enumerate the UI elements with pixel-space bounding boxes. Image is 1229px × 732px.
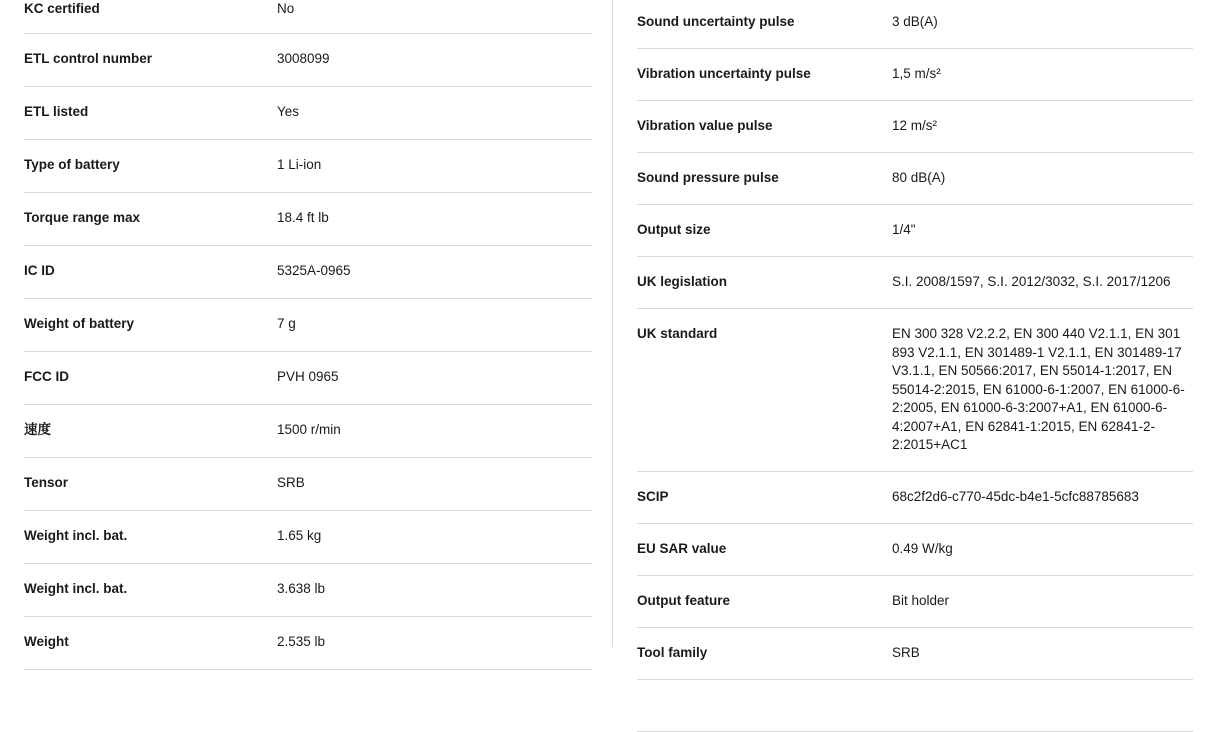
table-row [24, 193, 592, 246]
table-row [637, 309, 1193, 472]
spec-label: EU SAR value [637, 540, 727, 556]
table-row [24, 0, 592, 34]
table-row [637, 0, 1193, 49]
table-row [637, 49, 1193, 101]
spec-value: 3 dB(A) [892, 14, 938, 29]
spec-label: Torque range max [24, 210, 141, 225]
table-row [24, 511, 592, 564]
table-row [24, 34, 592, 87]
table-row [637, 101, 1193, 153]
table-row [637, 153, 1193, 205]
spec-label: Weight [24, 634, 69, 649]
spec-value: 1500 r/min [277, 422, 341, 437]
table-row [24, 458, 592, 511]
spec-label: Sound pressure pulse [637, 170, 779, 185]
specification-column-right [612, 0, 1229, 660]
spec-label: ETL control number [24, 51, 153, 66]
spec-label: IC ID [24, 263, 55, 278]
spec-value: 3008099 [277, 51, 330, 66]
spec-label: Weight of battery [24, 316, 135, 331]
spec-value: 12 m/s² [892, 118, 938, 133]
spec-label: ETL listed [24, 104, 89, 119]
spec-label: Output size [637, 222, 711, 237]
table-row [637, 257, 1193, 309]
spec-value: 0.49 W/kg [892, 540, 953, 556]
spec-value: EN 300 328 V2.2.2, EN 300 440 V2.1.1, EN 301 893 V2.1.1, EN 301489-1 V2.1.1, EN 301489-17 V3.1.1, EN 50566:2017, EN 55014-1:2017, EN 55014-2:2015, EN 61000-6-1:2007, EN 61000-6-2:2005, EN 61000-6-3:2007+A1, EN 61000-6-4:2007+A1, EN 62841-1:2015, EN 62841-2-2:2015+AC1 [892, 326, 1186, 452]
spec-label: FCC ID [24, 369, 69, 384]
table-row [24, 564, 592, 617]
table-row [637, 628, 1193, 680]
spec-value: 2.535 lb [277, 634, 326, 649]
spec-label: KC certified [24, 1, 100, 16]
spec-value: 3.638 lb [277, 581, 326, 596]
spec-value: 1,5 m/s² [892, 66, 941, 81]
spec-value: 80 dB(A) [892, 170, 946, 185]
spec-label: Weight incl. bat. [24, 581, 128, 596]
table-row [637, 576, 1193, 628]
spec-label: Weight incl. bat. [24, 528, 128, 543]
table-row [24, 405, 592, 458]
spec-label: SCIP [637, 488, 669, 504]
spec-label: Output feature [637, 592, 730, 608]
spec-label: UK legislation [637, 274, 728, 289]
spec-value: Yes [277, 104, 300, 119]
spec-value: 1/4" [892, 222, 916, 237]
spec-value: 18.4 ft lb [277, 210, 329, 225]
spec-value: 68c2f2d6-c770-45dc-b4e1-5cfc88785683 [892, 488, 1139, 504]
spec-label: Tensor [24, 475, 69, 490]
spec-value: SRB [277, 475, 305, 490]
table-row [637, 205, 1193, 257]
spec-value: 1 Li-ion [277, 157, 322, 172]
table-row [637, 680, 1193, 732]
table-row [24, 140, 592, 193]
spec-label: Vibration value pulse [637, 118, 773, 133]
spec-label: Sound uncertainty pulse [637, 14, 795, 29]
table-row [24, 299, 592, 352]
spec-value: SRB [892, 644, 920, 660]
table-row [24, 617, 592, 670]
spec-value: 5325A-0965 [277, 263, 351, 278]
table-row [24, 246, 592, 299]
spec-label: Type of battery [24, 157, 120, 172]
spec-value: 1.65 kg [277, 528, 322, 543]
specification-column-left [0, 0, 612, 647]
spec-label: 速度 [24, 422, 51, 437]
spec-label: UK standard [637, 326, 718, 341]
table-row [637, 524, 1193, 576]
spec-value: No [277, 1, 295, 16]
table-row [24, 87, 592, 140]
spec-value: S.I. 2008/1597, S.I. 2012/3032, S.I. 2017/1206 [892, 274, 1171, 289]
table-row [24, 352, 592, 405]
spec-value: Bit holder [892, 592, 950, 608]
spec-value: PVH 0965 [277, 369, 339, 384]
table-row [637, 472, 1193, 524]
spec-value: 7 g [277, 316, 296, 331]
spec-label: Vibration uncertainty pulse [637, 66, 811, 81]
spec-label: Tool family [637, 644, 708, 660]
